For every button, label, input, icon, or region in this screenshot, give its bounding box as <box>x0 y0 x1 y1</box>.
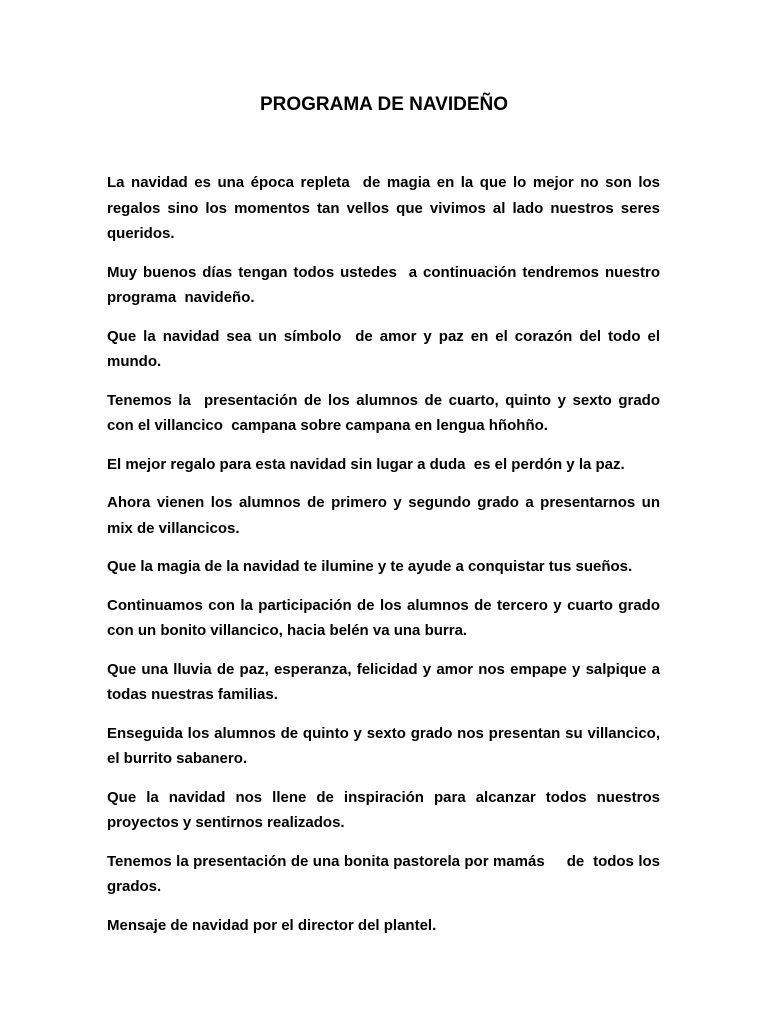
paragraph-inspiration: Que la navidad nos llene de inspiración para alcanzar todos nuestros proyectos y sentirnos realizados. <box>107 788 665 831</box>
paragraph-magic-dreams: Que la magia de la navidad te ilumine y te ayude a conquistar tus sueños. <box>107 558 633 575</box>
paragraph-wish-love-peace: Que la navidad sea un símbolo de amor y paz en el corazón del todo el mundo. <box>107 327 665 370</box>
paragraph-pastorela: Tenemos la presentación de una bonita pastorela por mamás de todos los grados. <box>107 852 665 895</box>
paragraph-presentation-4-5-6: Tenemos la presentación de los alumnos de cuarto, quinto y sexto grado con el villancico campana sobre campana en lengua hñohño. <box>107 391 665 434</box>
document-title: PROGRAMA DE NAVIDEÑO <box>259 94 509 115</box>
paragraph-presentation-1-2: Ahora vienen los alumnos de primero y segundo grado a presentarnos un mix de villancicos. <box>107 494 665 537</box>
paragraph-best-gift: El mejor regalo para esta navidad sin lugar a duda es el perdón y la paz. <box>107 455 625 473</box>
document-body <box>107 170 665 951</box>
paragraph-presentation-5-6: Enseguida los alumnos de quinto y sexto grado nos presentan su villancico, el burrito sabanero. <box>107 724 665 767</box>
paragraph-intro: La navidad es una época repleta de magia en la que lo mejor no son los regalos sino los momentos tan vellos que vivimos al lado nuestros seres queridos. <box>107 174 665 242</box>
paragraph-presentation-3-4: Continuamos con la participación de los alumnos de tercero y cuarto grado con un bonito villancico, hacia belén va una burra. <box>107 596 665 639</box>
paragraph-director-message: Mensaje de navidad por el director del plantel. <box>107 916 437 934</box>
paragraph-greeting: Muy buenos días tengan todos ustedes a continuación tendremos nuestro programa navideño. <box>107 263 665 306</box>
paragraph-rain-of-peace: Que una lluvia de paz, esperanza, felicidad y amor nos empape y salpique a todas nuestras familias. <box>107 660 665 703</box>
